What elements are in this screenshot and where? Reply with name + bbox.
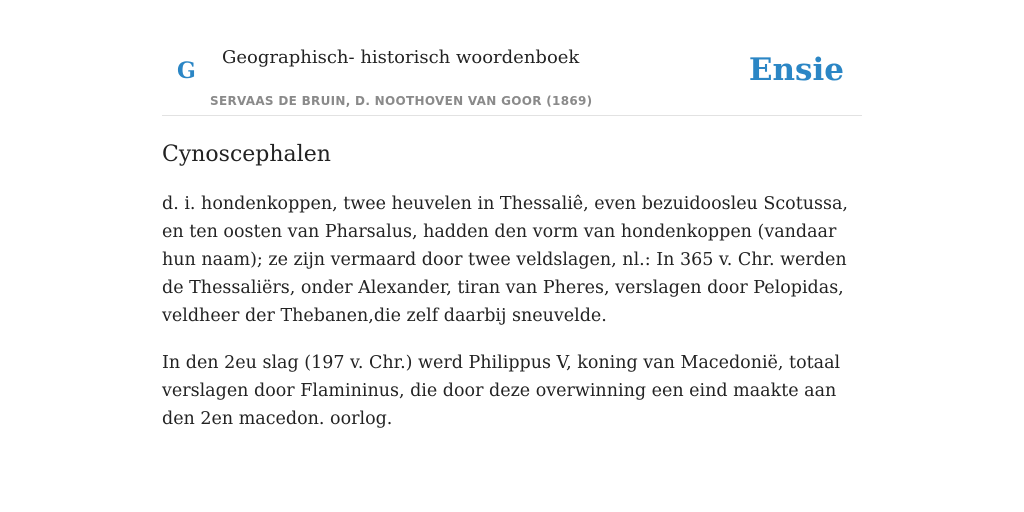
dictionary-header — [162, 0, 862, 116]
ensie-logo-link[interactable]: Ensie — [748, 52, 844, 88]
entry-paragraph: d. i. hondenkoppen, twee heuvelen in Thessaliê, even bezuidoosleu Scotussa, en ten oosten van Pharsalus, hadden den vorm van hondenkoppen (vandaar hun naam); ze zijn vermaard door twee veldslagen, nl.: In 365 v. Chr. werden de Thessaliërs, onder Alexander, tiran van Pheres, verslagen door Pelopidas, veldheer der Thebanen,die zelf daarbij sneuvelde. — [162, 194, 848, 326]
book-title-link[interactable]: Geographisch- historisch woordenboek — [222, 47, 580, 68]
book-letter-badge[interactable]: G — [177, 58, 196, 84]
entry-article — [162, 138, 862, 433]
entry-paragraph: In den 2eu slag (197 v. Chr.) werd Philippus V, koning van Macedonië, totaal verslagen door Flamininus, die door deze overwinning een eind maakte aan den 2en macedon. oorlog. — [162, 353, 841, 429]
entry-title: Cynoscephalen — [162, 142, 331, 167]
book-author: SERVAAS DE BRUIN, D. NOOTHOVEN VAN GOOR (1869) — [210, 94, 593, 108]
